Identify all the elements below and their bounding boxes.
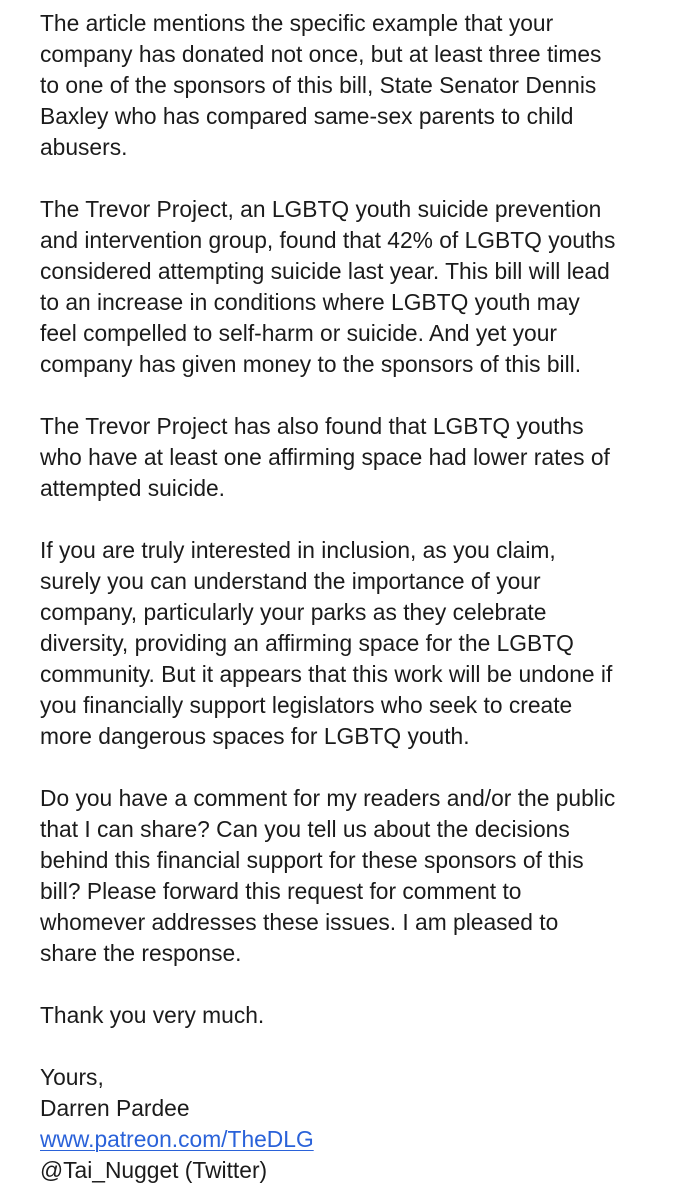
text-line: share the response. <box>40 940 242 966</box>
text-line: to an increase in conditions where LGBTQ youth may <box>40 289 580 315</box>
text-line: Do you have a comment for my readers and/or the public <box>40 785 616 811</box>
text-line: The article mentions the specific example that your <box>40 10 554 36</box>
signature-closing: Yours, <box>40 1064 104 1090</box>
text-line: company, particularly your parks as they celebrate <box>40 599 547 625</box>
paragraph-trevor-project-statistics <box>40 194 685 380</box>
text-line: diversity, providing an affirming space for the LGBTQ <box>40 630 574 656</box>
text-line: whomever addresses these issues. I am pleased to <box>40 909 559 935</box>
text-line: The Trevor Project has also found that LGBTQ youths <box>40 413 584 439</box>
paragraph-affirming-space <box>40 411 685 504</box>
text-line: feel compelled to self-harm or suicide. And yet your <box>40 320 557 346</box>
paragraph-thanks <box>40 1000 685 1031</box>
text-line: who have at least one affirming space had lower rates of <box>40 444 610 470</box>
text-line: Baxley who has compared same-sex parents to child <box>40 103 574 129</box>
text-line: surely you can understand the importance of your <box>40 568 541 594</box>
signature-name: Darren Pardee <box>40 1095 190 1121</box>
text-line: abusers. <box>40 134 128 160</box>
signature-twitter-handle: @Tai_Nugget (Twitter) <box>40 1157 268 1183</box>
text-line: attempted suicide. <box>40 475 226 501</box>
text-line: and intervention group, found that 42% of LGBTQ youths <box>40 227 616 253</box>
text-line: company has given money to the sponsors of this bill. <box>40 351 582 377</box>
text-line: Thank you very much. <box>40 1002 265 1028</box>
text-line: you financially support legislators who seek to create <box>40 692 573 718</box>
text-line: to one of the sponsors of this bill, State Senator Dennis <box>40 72 597 98</box>
text-line: community. But it appears that this work will be undone if <box>40 661 613 687</box>
paragraph-inclusion <box>40 535 685 752</box>
paragraph-donations <box>40 8 685 163</box>
signature-block <box>40 1062 685 1186</box>
text-line: If you are truly interested in inclusion, as you claim, <box>40 537 556 563</box>
text-line: The Trevor Project, an LGBTQ youth suicide prevention <box>40 196 602 222</box>
text-line: behind this financial support for these sponsors of this <box>40 847 584 873</box>
paragraph-comment-request <box>40 783 685 969</box>
text-line: that I can share? Can you tell us about the decisions <box>40 816 570 842</box>
text-line: company has donated not once, but at least three times <box>40 41 602 67</box>
text-line: bill? Please forward this request for comment to <box>40 878 522 904</box>
text-line: more dangerous spaces for LGBTQ youth. <box>40 723 470 749</box>
text-line: considered attempting suicide last year. This bill will lead <box>40 258 610 284</box>
patreon-link[interactable]: www.patreon.com/TheDLG <box>40 1126 314 1152</box>
